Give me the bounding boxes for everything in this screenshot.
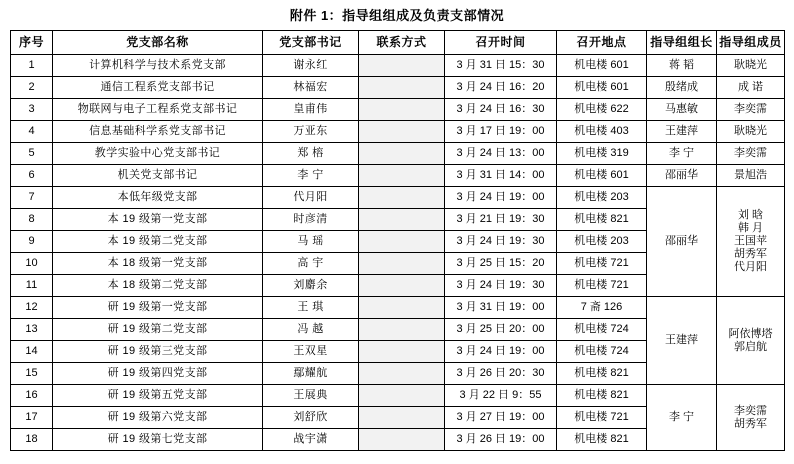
member-name: 成 诺 — [737, 81, 764, 93]
cell-leader: 王建萍 — [647, 297, 717, 385]
page-title: 附件 1：指导组组成及负责支部情况 — [289, 8, 505, 23]
table-body — [11, 55, 785, 451]
cell-place: 7 斋 126 — [557, 297, 647, 319]
member-name: 王国苹 — [734, 235, 767, 247]
cell-time: 3 月 24 日 19：00 — [445, 341, 557, 363]
cell-contact — [359, 275, 445, 297]
cell-leader: 李 宁 — [647, 385, 717, 451]
cell-no: 2 — [11, 77, 53, 99]
member-name: 代月阳 — [734, 261, 767, 273]
member-name: 李奕霈 — [734, 404, 767, 417]
cell-contact — [359, 121, 445, 143]
cell-secretary: 万亚东 — [263, 121, 359, 143]
cell-contact — [359, 187, 445, 209]
cell-member — [717, 385, 785, 451]
cell-branch: 研 19 级第一党支部 — [53, 297, 263, 319]
cell-no: 15 — [11, 363, 53, 385]
cell-time: 3 月 24 日 19：30 — [445, 275, 557, 297]
cell-member — [717, 165, 785, 187]
cell-secretary: 王展典 — [263, 385, 359, 407]
cell-member — [717, 121, 785, 143]
cell-time: 3 月 25 日 20：00 — [445, 319, 557, 341]
cell-no: 10 — [11, 253, 53, 275]
cell-secretary: 王双星 — [263, 341, 359, 363]
cell-branch: 研 19 级第五党支部 — [53, 385, 263, 407]
cell-no: 4 — [11, 121, 53, 143]
member-name: 耿晓光 — [734, 125, 767, 137]
cell-place: 机电楼 821 — [557, 429, 647, 451]
cell-time: 3 月 24 日 19：30 — [445, 231, 557, 253]
cell-contact — [359, 363, 445, 385]
cell-place: 机电楼 203 — [557, 187, 647, 209]
cell-place: 机电楼 724 — [557, 319, 647, 341]
cell-no: 12 — [11, 297, 53, 319]
cell-branch: 本 19 级第一党支部 — [53, 209, 263, 231]
cell-member — [717, 99, 785, 121]
member-name: 李奕霈 — [734, 147, 767, 159]
cell-contact — [359, 319, 445, 341]
cell-no: 17 — [11, 407, 53, 429]
table-row — [11, 297, 785, 319]
cell-contact — [359, 209, 445, 231]
col-header-branch: 党支部名称 — [53, 31, 263, 55]
cell-contact — [359, 143, 445, 165]
member-name: 刘 晗 — [737, 209, 764, 221]
cell-leader: 马惠敏 — [647, 99, 717, 121]
cell-branch: 通信工程系党支部书记 — [53, 77, 263, 99]
cell-secretary: 李 宁 — [263, 165, 359, 187]
member-name: 李奕霈 — [734, 103, 767, 115]
cell-no: 18 — [11, 429, 53, 451]
cell-secretary: 马 瑶 — [263, 231, 359, 253]
col-header-place: 召开地点 — [557, 31, 647, 55]
member-name: 胡秀军 — [734, 417, 767, 430]
cell-no: 11 — [11, 275, 53, 297]
cell-time: 3 月 31 日 14：00 — [445, 165, 557, 187]
cell-place: 机电楼 601 — [557, 77, 647, 99]
cell-no: 3 — [11, 99, 53, 121]
cell-branch: 机关党支部书记 — [53, 165, 263, 187]
cell-time: 3 月 22 日 9：55 — [445, 385, 557, 407]
member-name: 耿晓光 — [734, 59, 767, 71]
cell-branch: 教学实验中心党支部书记 — [53, 143, 263, 165]
cell-secretary: 时彦清 — [263, 209, 359, 231]
cell-place: 机电楼 821 — [557, 209, 647, 231]
cell-branch: 研 19 级第二党支部 — [53, 319, 263, 341]
member-name: 韩 月 — [737, 222, 764, 234]
cell-contact — [359, 231, 445, 253]
cell-time: 3 月 24 日 16：20 — [445, 77, 557, 99]
cell-place: 机电楼 721 — [557, 407, 647, 429]
table-row — [11, 143, 785, 165]
cell-time: 3 月 24 日 19：00 — [445, 187, 557, 209]
cell-contact — [359, 55, 445, 77]
cell-no: 14 — [11, 341, 53, 363]
cell-time: 3 月 26 日 19：00 — [445, 429, 557, 451]
member-name: 阿依博塔 — [728, 327, 773, 340]
cell-contact — [359, 385, 445, 407]
cell-secretary: 皇甫伟 — [263, 99, 359, 121]
cell-secretary: 代月阳 — [263, 187, 359, 209]
cell-secretary: 战宇潇 — [263, 429, 359, 451]
cell-place: 机电楼 319 — [557, 143, 647, 165]
cell-place: 机电楼 601 — [557, 55, 647, 77]
cell-secretary: 刘舒欣 — [263, 407, 359, 429]
cell-no: 7 — [11, 187, 53, 209]
cell-member — [717, 55, 785, 77]
member-name: 景旭浩 — [734, 169, 767, 181]
cell-branch: 研 19 级第四党支部 — [53, 363, 263, 385]
cell-branch: 研 19 级第七党支部 — [53, 429, 263, 451]
cell-leader: 蒋 韬 — [647, 55, 717, 77]
table-header-row — [11, 31, 785, 55]
table-row — [11, 55, 785, 77]
cell-branch: 研 19 级第六党支部 — [53, 407, 263, 429]
cell-time: 3 月 24 日 13：00 — [445, 143, 557, 165]
cell-leader: 邵丽华 — [647, 165, 717, 187]
cell-place: 机电楼 622 — [557, 99, 647, 121]
member-name: 郭启航 — [734, 340, 767, 353]
cell-contact — [359, 165, 445, 187]
table-row — [11, 187, 785, 209]
cell-secretary: 高 宇 — [263, 253, 359, 275]
cell-place: 机电楼 203 — [557, 231, 647, 253]
cell-no: 6 — [11, 165, 53, 187]
cell-contact — [359, 341, 445, 363]
member-name: 胡秀军 — [734, 248, 767, 260]
col-header-leader: 指导组组长 — [647, 31, 717, 55]
table-row — [11, 165, 785, 187]
cell-secretary: 刘麝余 — [263, 275, 359, 297]
cell-time: 3 月 31 日 19：00 — [445, 297, 557, 319]
cell-branch: 本 18 级第一党支部 — [53, 253, 263, 275]
cell-leader: 殷绪成 — [647, 77, 717, 99]
cell-leader: 李 宁 — [647, 143, 717, 165]
cell-secretary: 郑 榕 — [263, 143, 359, 165]
cell-secretary: 冯 越 — [263, 319, 359, 341]
cell-branch: 本 19 级第二党支部 — [53, 231, 263, 253]
cell-no: 1 — [11, 55, 53, 77]
cell-place: 机电楼 821 — [557, 363, 647, 385]
col-header-no: 序号 — [11, 31, 53, 55]
table-row — [11, 385, 785, 407]
cell-branch: 计算机科学与技术系党支部 — [53, 55, 263, 77]
cell-time: 3 月 27 日 19：00 — [445, 407, 557, 429]
cell-secretary: 林福宏 — [263, 77, 359, 99]
cell-leader: 王建萍 — [647, 121, 717, 143]
cell-contact — [359, 429, 445, 451]
cell-no: 13 — [11, 319, 53, 341]
col-header-contact: 联系方式 — [359, 31, 445, 55]
cell-contact — [359, 407, 445, 429]
cell-time: 3 月 25 日 15：20 — [445, 253, 557, 275]
table-row — [11, 99, 785, 121]
cell-time: 3 月 21 日 19：30 — [445, 209, 557, 231]
cell-time: 3 月 26 日 20：30 — [445, 363, 557, 385]
cell-branch: 本 18 级第二党支部 — [53, 275, 263, 297]
cell-no: 8 — [11, 209, 53, 231]
cell-time: 3 月 24 日 16：30 — [445, 99, 557, 121]
cell-no: 9 — [11, 231, 53, 253]
col-header-secretary: 党支部书记 — [263, 31, 359, 55]
cell-leader: 邵丽华 — [647, 187, 717, 297]
cell-secretary: 鄢耀航 — [263, 363, 359, 385]
cell-place: 机电楼 403 — [557, 121, 647, 143]
cell-place: 机电楼 601 — [557, 165, 647, 187]
cell-contact — [359, 253, 445, 275]
cell-secretary: 谢永红 — [263, 55, 359, 77]
cell-branch: 本低年级党支部 — [53, 187, 263, 209]
cell-branch: 信息基础科学系党支部书记 — [53, 121, 263, 143]
cell-secretary: 王 琪 — [263, 297, 359, 319]
cell-member — [717, 143, 785, 165]
cell-member — [717, 77, 785, 99]
cell-member — [717, 187, 785, 297]
cell-branch: 研 19 级第三党支部 — [53, 341, 263, 363]
cell-contact — [359, 297, 445, 319]
cell-place: 机电楼 721 — [557, 253, 647, 275]
table-header — [11, 31, 785, 55]
cell-time: 3 月 31 日 15：30 — [445, 55, 557, 77]
cell-time: 3 月 17 日 19：00 — [445, 121, 557, 143]
table-row — [11, 77, 785, 99]
cell-place: 机电楼 724 — [557, 341, 647, 363]
cell-place: 机电楼 721 — [557, 275, 647, 297]
cell-contact — [359, 99, 445, 121]
col-header-member: 指导组成员 — [717, 31, 785, 55]
guidance-group-table — [10, 30, 785, 451]
cell-no: 16 — [11, 385, 53, 407]
cell-no: 5 — [11, 143, 53, 165]
cell-member — [717, 297, 785, 385]
table-row — [11, 121, 785, 143]
cell-place: 机电楼 821 — [557, 385, 647, 407]
col-header-time: 召开时间 — [445, 31, 557, 55]
cell-contact — [359, 77, 445, 99]
cell-branch: 物联网与电子工程系党支部书记 — [53, 99, 263, 121]
